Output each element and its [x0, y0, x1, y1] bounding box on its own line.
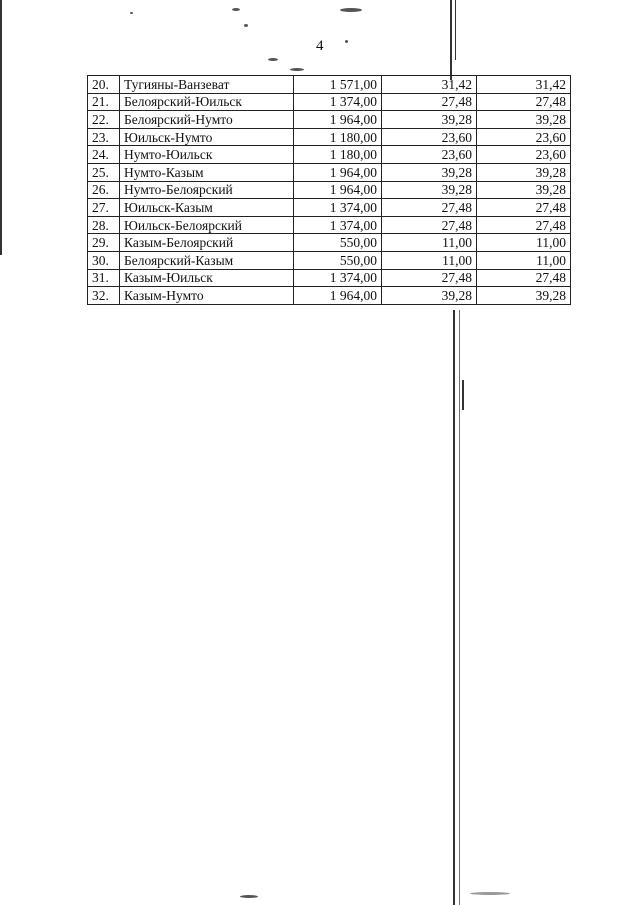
tariff-cell: 1 964,00 — [294, 181, 382, 199]
value-a-cell: 39,28 — [382, 181, 477, 199]
scan-artifact-speck — [232, 8, 240, 11]
route-cell: Нумто-Белоярский — [120, 181, 294, 199]
scan-artifact-center-line-3 — [462, 380, 464, 410]
row-number: 30. — [88, 251, 120, 269]
route-cell: Казым-Нумто — [120, 287, 294, 305]
route-cell: Юильск-Нумто — [120, 128, 294, 146]
tariff-table — [87, 75, 571, 305]
row-number: 20. — [88, 76, 120, 94]
scan-artifact-speck — [240, 895, 258, 898]
value-b-cell: 27,48 — [477, 216, 571, 234]
scan-artifact-speck — [130, 12, 133, 14]
tariff-cell: 1 571,00 — [294, 76, 382, 94]
value-b-cell: 39,28 — [477, 181, 571, 199]
tariff-cell: 1 374,00 — [294, 199, 382, 217]
value-a-cell: 39,28 — [382, 287, 477, 305]
value-a-cell: 11,00 — [382, 234, 477, 252]
tariff-cell: 1 374,00 — [294, 216, 382, 234]
row-number: 27. — [88, 199, 120, 217]
value-a-cell: 23,60 — [382, 146, 477, 164]
value-a-cell: 27,48 — [382, 269, 477, 287]
scan-artifact-top-line — [450, 0, 452, 80]
scan-artifact-left-edge — [0, 0, 2, 255]
tariff-cell: 1 374,00 — [294, 269, 382, 287]
scan-artifact-speck — [244, 24, 248, 27]
scan-artifact-center-line — [453, 310, 455, 905]
value-b-cell: 39,28 — [477, 111, 571, 129]
route-cell: Нумто-Юильск — [120, 146, 294, 164]
row-number: 31. — [88, 269, 120, 287]
scan-artifact-speck — [290, 68, 304, 71]
tariff-cell: 1 180,00 — [294, 146, 382, 164]
table-row — [88, 234, 571, 252]
route-cell: Казым-Юильск — [120, 269, 294, 287]
value-a-cell: 23,60 — [382, 128, 477, 146]
table-row — [88, 287, 571, 305]
row-number: 23. — [88, 128, 120, 146]
route-cell: Белоярский-Нумто — [120, 111, 294, 129]
table-row — [88, 269, 571, 287]
value-b-cell: 27,48 — [477, 269, 571, 287]
tariff-cell: 1 964,00 — [294, 111, 382, 129]
row-number: 24. — [88, 146, 120, 164]
table-row — [88, 128, 571, 146]
table-row — [88, 199, 571, 217]
table-row — [88, 163, 571, 181]
tariff-cell: 1 964,00 — [294, 287, 382, 305]
tariff-cell: 550,00 — [294, 251, 382, 269]
route-cell: Нумто-Казым — [120, 163, 294, 181]
route-cell: Тугияны-Ванзеват — [120, 76, 294, 94]
table-row — [88, 181, 571, 199]
table-row — [88, 216, 571, 234]
value-b-cell: 11,00 — [477, 234, 571, 252]
value-b-cell: 39,28 — [477, 163, 571, 181]
tariff-cell: 1 964,00 — [294, 163, 382, 181]
value-b-cell: 11,00 — [477, 251, 571, 269]
tariff-table-body — [88, 76, 571, 305]
row-number: 22. — [88, 111, 120, 129]
row-number: 25. — [88, 163, 120, 181]
value-a-cell: 27,48 — [382, 199, 477, 217]
value-b-cell: 31,42 — [477, 76, 571, 94]
row-number: 29. — [88, 234, 120, 252]
value-b-cell: 27,48 — [477, 93, 571, 111]
tariff-cell: 1 374,00 — [294, 93, 382, 111]
row-number: 32. — [88, 287, 120, 305]
row-number: 28. — [88, 216, 120, 234]
value-a-cell: 11,00 — [382, 251, 477, 269]
table-row — [88, 146, 571, 164]
scan-artifact-speck — [340, 8, 362, 12]
table-row — [88, 251, 571, 269]
value-b-cell: 23,60 — [477, 146, 571, 164]
scan-artifact-speck — [345, 40, 348, 43]
value-a-cell: 39,28 — [382, 111, 477, 129]
scan-artifact-center-line-2 — [459, 310, 460, 905]
value-b-cell: 27,48 — [477, 199, 571, 217]
table-row — [88, 111, 571, 129]
table-row — [88, 76, 571, 94]
route-cell: Юильск-Казым — [120, 199, 294, 217]
row-number: 21. — [88, 93, 120, 111]
value-b-cell: 23,60 — [477, 128, 571, 146]
value-a-cell: 31,42 — [382, 76, 477, 94]
value-a-cell: 39,28 — [382, 163, 477, 181]
tariff-cell: 550,00 — [294, 234, 382, 252]
route-cell: Белоярский-Юильск — [120, 93, 294, 111]
tariff-cell: 1 180,00 — [294, 128, 382, 146]
page-number: 4 — [316, 38, 324, 54]
row-number: 26. — [88, 181, 120, 199]
table-row — [88, 93, 571, 111]
value-a-cell: 27,48 — [382, 216, 477, 234]
scan-artifact-top-line-2 — [455, 0, 456, 60]
route-cell: Юильск-Белоярский — [120, 216, 294, 234]
scan-artifact-speck — [470, 892, 510, 895]
route-cell: Белоярский-Казым — [120, 251, 294, 269]
value-b-cell: 39,28 — [477, 287, 571, 305]
scan-artifact-speck — [268, 58, 278, 61]
route-cell: Казым-Белоярский — [120, 234, 294, 252]
value-a-cell: 27,48 — [382, 93, 477, 111]
